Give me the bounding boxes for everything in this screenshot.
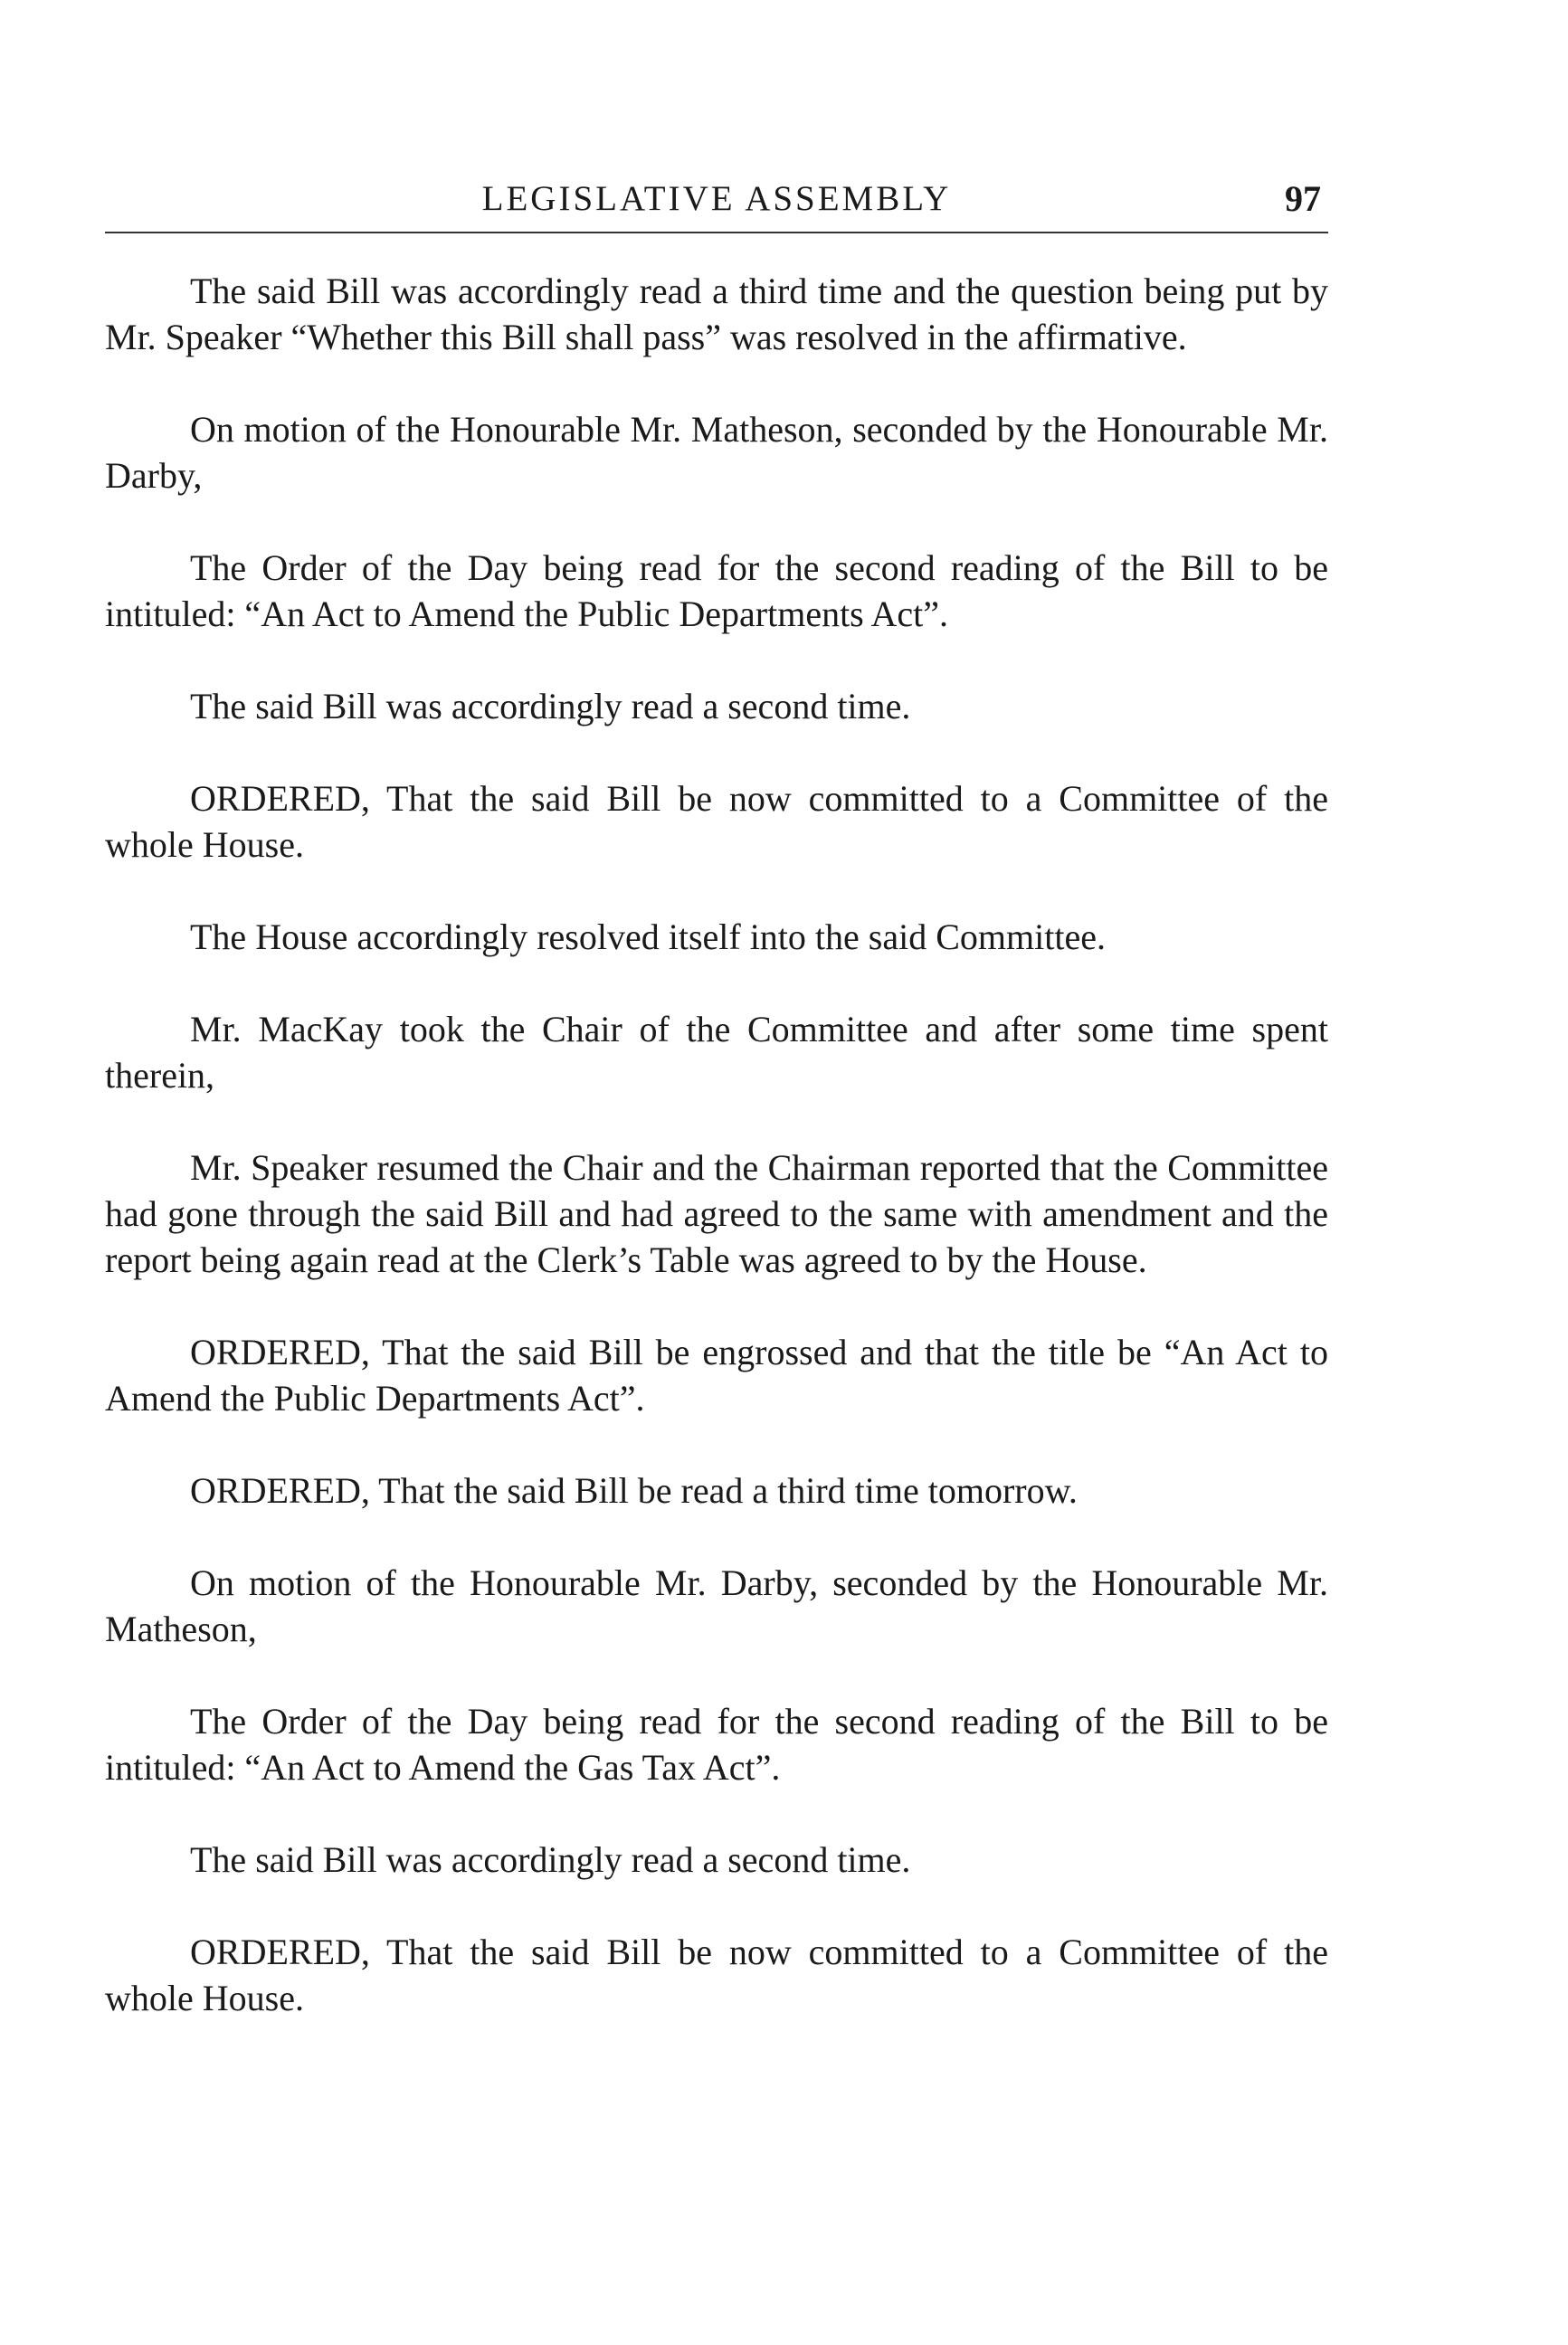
paragraph: ORDERED, That the said Bill be engrossed and that the title be “An Act to Amend the Public Departments Act”.: [105, 1332, 1328, 1419]
paragraph: Mr. MacKay took the Chair of the Committee and after some time spent therein,: [105, 1009, 1328, 1096]
paragraph: Mr. Speaker resumed the Chair and the Chairman reported that the Committee had gone through the said Bill and had agreed to the same with amendment and the report being again read at the Clerk’s Table was agreed to by the House.: [105, 1147, 1328, 1280]
paragraph: On motion of the Honourable Mr. Darby, seconded by the Honourable Mr. Matheson,: [105, 1562, 1328, 1649]
header-rule: [105, 232, 1328, 233]
paragraph: The Order of the Day being read for the second reading of the Bill to be intituled: “An Act to Amend the Public Departments Act”.: [105, 547, 1328, 634]
paragraph: The Order of the Day being read for the second reading of the Bill to be intituled: “An Act to Amend the Gas Tax Act”.: [105, 1701, 1328, 1788]
body-text: [105, 268, 1328, 2021]
paragraph: ORDERED, That the said Bill be now committed to a Committee of the whole House.: [105, 778, 1328, 865]
paragraph: The said Bill was accordingly read a third time and the question being put by Mr. Speaker “Whether this Bill shall pass” was resolved in the affirmative.: [105, 271, 1328, 357]
paragraph: The House accordingly resolved itself into the said Committee.: [190, 916, 1106, 957]
header-title: LEGISLATIVE ASSEMBLY: [481, 179, 952, 218]
document-page: [105, 172, 1328, 2067]
page-number: 97: [1285, 178, 1321, 219]
running-header: [105, 172, 1328, 226]
paragraph: ORDERED, That the said Bill be now committed to a Committee of the whole House.: [105, 1932, 1328, 2018]
paragraph: The said Bill was accordingly read a second time.: [190, 1839, 911, 1880]
paragraph: ORDERED, That the said Bill be read a third time tomorrow.: [190, 1470, 1078, 1511]
paragraph: The said Bill was accordingly read a second time.: [190, 686, 911, 726]
paragraph: On motion of the Honourable Mr. Matheson, seconded by the Honourable Mr. Darby,: [105, 409, 1328, 496]
